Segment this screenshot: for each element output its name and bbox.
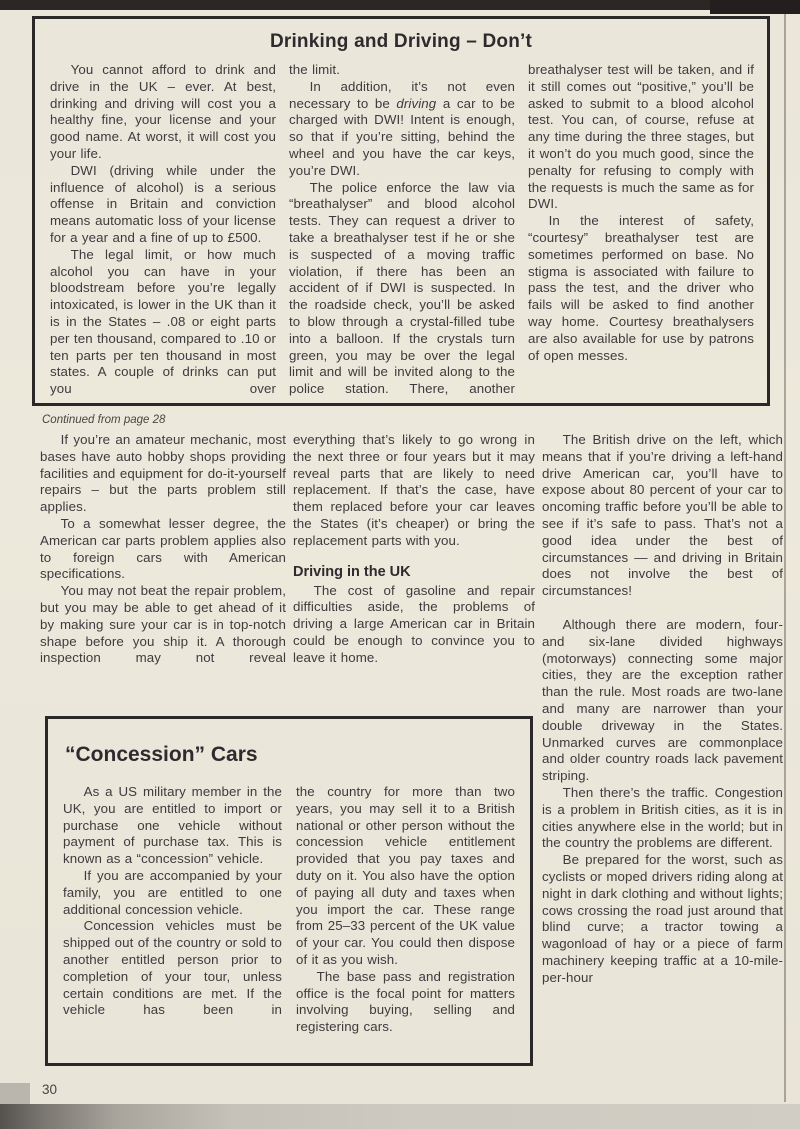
paragraph: If you are accompanied by your family, you are entitled to one additional concession vehicle. [63, 867, 282, 917]
paragraph: Although there are modern, four- and six-lane divided highways (motorways) connecting some major cities, they are the exception rather than the rule. Most roads are two-lane and many are narrower than your double driveway in the States. Unmarked curves are commonplace and older country roads lack pavement striping. [542, 616, 783, 784]
paragraph: Concession vehicles must be shipped out of the country or sold to another entitled person prior to completion of your tour, unless certain conditions are met. If the vehicle has been in [63, 918, 282, 1018]
paragraph: DWI (driving while under the influence of alcohol) is a serious offense in Britain and conviction means automatic loss of your license for a year and a fine of up to £500. [50, 162, 276, 245]
drinking-driving-article-box [32, 16, 770, 406]
page-number: 30 [42, 1082, 58, 1097]
paragraph: the country for more than two years, you may sell it to a British national or other person without the concession vehicle entitlement provided that you pay taxes and duty on it. You also have the option of paying all duty and taxes when you import the car. These range from 25–33 percent of the UK value of your car. You could then dispose of it as you wish. [296, 784, 515, 967]
scan-edge-top-right [710, 0, 800, 14]
paragraph: The British drive on the left, which means that if you’re driving a left-hand drive American car, you’ll have to expose about 80 percent of your car to oncoming traffic before you’ll be able to see if it’s safe to pass. That’s not a good idea under the best of circumstances — and driving in Britain does not involve the best of circumstances! [542, 432, 783, 599]
concession-cars-title: “Concession” Cars [65, 743, 258, 766]
paragraph: You may not beat the repair problem, but you may be able to get ahead of it by making sure your car is in top-notch shape before you ship it. A thorough inspection may not reveal [40, 583, 286, 666]
paragraph: As a US military member in the UK, you are entitled to import or purchase one vehicle without payment of purchase tax. This is known as a “concession” vehicle. [63, 784, 282, 867]
concession-columns [63, 784, 515, 1036]
article-column-1 [50, 62, 276, 398]
driving-in-uk-heading: Driving in the UK [293, 563, 411, 580]
article-columns [35, 60, 767, 398]
paragraph: the limit. [289, 62, 341, 77]
paragraph: breathalyser test will be taken, and if it still comes out “positive,” you’ll be asked to submit to a blood alcohol test. You can, of course, refuse at any time during the three stages, but it won’t do you much good, since the penalty for refusing to comply with the requests is much the same as for DWI. [528, 62, 754, 212]
paragraph: In the interest of safety, “courtesy” breathalyser test are sometimes performed on base. No stigma is associated with failure to pass the test, and the driver who fails will be asked to find another way home. Courtesy breathalysers are also available for use by patrons of open messes. [528, 213, 754, 363]
paragraph: Be prepared for the worst, such as cyclists or moped drivers riding along at night in dark clothing and without lights; cows crossing the road just around that blind curve; a tractor towing a wagonload of hay or a piece of farm machinery keeping traffic at a 10-mile-per-hour [542, 852, 783, 985]
paragraph: To a somewhat lesser degree, the American car parts problem applies also to foreign cars with American specifications. [40, 515, 286, 582]
body-column-1 [40, 432, 286, 667]
paragraph: everything that’s likely to go wrong in the next three or four years but it may reveal parts that are likely to need replacement. If that’s the case, have them replaced before your car leaves the States (it’s cheaper) or bring the replacement parts with you. [293, 432, 535, 548]
article-column-3 [528, 62, 754, 398]
scan-edge-bottom [0, 1104, 800, 1129]
paragraph: You cannot afford to drink and drive in the UK – ever. At best, drinking and driving will cost you a healthy fine, your license and your good name. At worst, it will cost you your life. [50, 62, 276, 161]
body-column-2-bottom [293, 583, 535, 667]
paragraph: If you’re an amateur mechanic, most bases have auto hobby shops providing facilities and equipment for do-it-yourself repairs – but the parts problem still applies. [40, 432, 286, 515]
concession-cars-article-box [45, 716, 533, 1066]
paragraph: The base pass and registration office is the focal point for matters involving buying, selling and registering cars. [296, 968, 515, 1035]
continued-from-note: Continued from page 28 [42, 414, 166, 426]
paragraph: The cost of gasoline and repair difficulties aside, the problems of driving a large American car in Britain could be enough to convince you to leave it home. [293, 582, 535, 665]
body-column-2 [293, 432, 535, 667]
scan-edge-top [0, 0, 800, 10]
page-margin-rule [784, 14, 786, 1102]
concession-column-2 [296, 784, 515, 1036]
paragraph: The legal limit, or how much alcohol you can have in your bloodstream before you’re legally intoxicated, is lower in the UK than it is in the States – .08 or eight parts per ten thousand, compared to .10 or ten parts per ten thousand in most states. A couple of drinks can put you over [50, 246, 276, 397]
body-column-2-top [293, 432, 535, 550]
article-column-2 [289, 62, 515, 398]
paragraph: Then there’s the traffic. Congestion is a problem in British cities, as it is in cities anywhere else in the world; but in the country the problems are different. [542, 784, 783, 851]
paragraph: In addition, it’s not even necessary to be driving a car to be charged with DWI! Intent is enough, so that if you’re sitting, behind the wheel and you have the car keys, you’re DWI. [289, 78, 515, 178]
body-column-3 [542, 432, 783, 987]
article-title: Drinking and Driving – Don’t [269, 31, 533, 52]
paragraph: The police enforce the law via “breathalyser” and blood alcohol tests. They can request a driver to take a breathalyser test if he or she is suspected of a moving traffic violation, if there has been an accident of if DWI is suspected. In the roadside check, you’ll be asked to blow through a crystal-filled tube into a balloon. If the crystals turn green, you may be over the legal limit and will be invited along to the police station. There, another [289, 179, 515, 397]
concession-column-1 [63, 784, 282, 1036]
